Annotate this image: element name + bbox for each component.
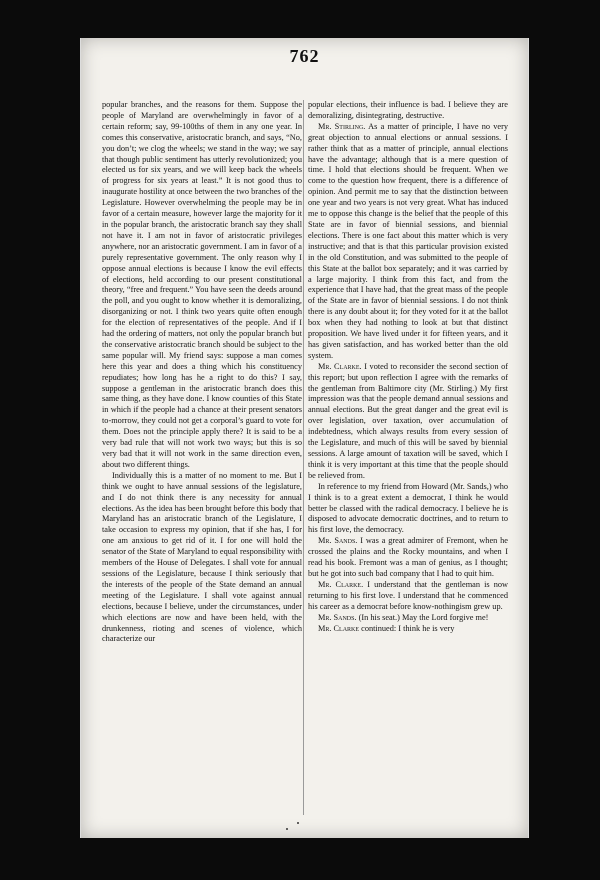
speech-paragraph <box>308 613 508 624</box>
speech-text: I was a great admirer of Fremont, when he crossed the plains and the Rocky mountains, and when I read his book. Fremont was a man of genius, as I thought; but he got into such bad company that I had to quit him. <box>308 536 508 578</box>
scan-speck <box>286 828 288 830</box>
left-column <box>102 100 302 645</box>
speech-text: I understand that the gentleman is now returning to his first love. I understand that he commenced his career as a democrat before know-nothingism grew up. <box>308 579 509 611</box>
scan-speck <box>297 822 299 824</box>
paragraph: Individually this is a matter of no moment to me. But I think we ought to have annual sessions of the legislature, and I do not think there is any necessity for annual elections. As the idea has been brought before this body that Maryland has an aristocratic branch of the Legislature, I take occasion to express my opinion, that if she has, I for one am anxious to get rid of it. I for one will hold the senator of the State of Maryland to equal responsibility with members of the House of Delegates. I shall vote for annual sessions of the Legislature, because I think seriously that the interests of the people of the State demand an annual meeting of the Legislature. I shall vote against annual elections, because I believe, under the circumstances, under which elections are now and have been held, with the drunkenness, rioting and scenes of violence, which characterize our <box>102 470 302 644</box>
speaker-name: Mr. Clarke. <box>318 361 362 371</box>
paragraph: popular branches, and the reasons for them. Suppose the people of Maryland are overwhelmingly in favor of a certain reform; say, 99-100ths of them in any one year. In comes this conservative, aristocratic branch, and says, “No, you don’t; we clog the wheels; we stand in the way; we say that though public sentiment has utterly revolutionized; you elected us for six years, and we will keep back the wheels of progress for six years at least.” It is not good thus to inaugurate hostility at once between the two branches of the Legislature. However overwhelming the people may be in favor of a certain measure, however large the majority for it in the popular branch, the aristocratic branch say they shall not have it. I am not in favor of aristocratic privileges anywhere, nor an aristocratic government. I am in favor of a purely representative government. The only reason why I oppose annual elections is because I know the evil effects of elections, held according to our present constitutional theory, “free and frequent.” You have seen the deeds around the poll, and you ought to know whether it is demoralizing, disorganizing or not. I think two years quite often enough for the election of representatives of the people. And if I had the ordering of matters, not only the popular branch but the conservative aristocratic branch should be subject to the same popular will. My friend says: suppose a man comes here this year and does a thing which his constituency repudiates; how long has he a right to do this? I say, suppose a gentleman in the aristocratic branch does this same thing, as they have done. I know counties of this State in which if the people had a chance at their present senators to-morrow, they could not get a corporal’s guard to vote for them. Does not the principle apply there? It is said to be a very bad rule that will not work two ways; but this is so very bad that it will not work in the same direction even, about two different things. <box>102 100 302 469</box>
speech-text: continued: I think he is very <box>361 623 455 633</box>
speech-text: (In his seat.) May the Lord forgive me! <box>358 612 489 622</box>
column-divider <box>303 100 304 815</box>
page-number: 762 <box>289 46 320 66</box>
speech-text: As a matter of principle, I have no very great objection to annual elections or annual sessions. I rather think that as a matter of principle, annual elections have the advantage; although that is a mere question of time. I hold that elections should be frequent. When we come to the question how frequent, there is a difference of opinion. And permit me to say that the distinction between one year and two years is not very great. What has induced me to oppose this change is the belief that the people of this State are in favor of biennial sessions, and biennial elections. There is one fact about this matter which is very instructive; and that is that this particular provision existed in the old Constitution, and was submitted to the people of this State at the ballot box separately; and it was carried by a large majority. I think from this fact, and from the experience that I have had, that the great mass of the people of the State are in favor of biennial sessions. I do not think there is any doubt about it; for they voted for it at the ballot box when they had nothing to look at but that distinct proposition. We have lived under it for fifteen years, and it has given satisfaction, and has worked better than the old system. <box>308 121 508 360</box>
paragraph: popular elections, their influence is bad. I believe they are demoralizing, disintegrating, destructive. <box>308 100 508 120</box>
speech-text: I voted to reconsider the second section of this report; but upon reflection I agree with the remarks of the gentleman from Baltimore city (Mr. Stirling.) My first impression was that the people demand annual sessions and annual elections. But the great danger and the great evil is over legislation, over taxation, over accumulation of indebtedness, which always results from every session of the Legislature, and much of this will be saved by biennial sessions. A large amount of taxation will be saved, which I think it is very important at this time that the people should be relieved from. <box>308 361 509 480</box>
speaker-name: Mr. Sands. <box>318 612 357 622</box>
document-page <box>80 38 529 838</box>
speaker-name: Mr. Sands. <box>318 536 358 546</box>
speaker-name: Mr. Clarke. <box>318 579 364 589</box>
speech-paragraph <box>308 536 508 580</box>
speech-paragraph <box>308 624 508 635</box>
speech-paragraph <box>308 580 508 613</box>
speaker-name: Mr. Stirling. <box>318 121 366 131</box>
paragraph: In reference to my friend from Howard (Mr. Sands,) who I think is to a great extent a democrat, I think he would better be classed with the radical democracy. I believe he is disposed to advocate democratic doctrines, and to return to his first love, the democracy. <box>308 481 508 535</box>
speaker-name: Mr. Clarke <box>318 623 360 633</box>
speech-paragraph <box>308 362 508 482</box>
speech-paragraph <box>308 122 508 362</box>
right-column <box>308 100 508 634</box>
